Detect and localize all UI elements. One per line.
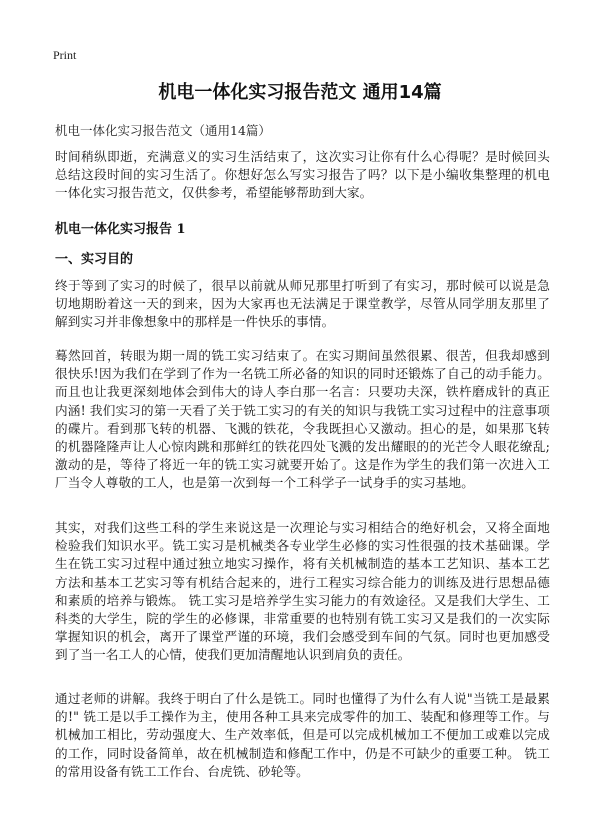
section-heading-purpose: 一、实习目的 (55, 252, 134, 267)
body-paragraph: 其实，对我们这些工科的学生来说这是一次理论与实习相结合的绝好机会，又将全面地检验我们知识水平。铣工实习是机械类各专业学生必修的实习性很强的技术基础课。学生在铣工实习过程中通过独立地实习操作，将有关机械制造的基本工艺知识、基本工艺方法和基本工艺实习等有机结合起来的，进行工程实习综合能力的训练及进行思想品德和素质的培养与锻炼。 铣工实习是培养学生实习能力的有效途径。又是我们大学生、工科类的大学生，院的学生的必修课，非常重要的也特别有铣工实习又是我们的一次实际掌握知识的机会，离开了课堂严谨的环境，我们会感受到车间的气氛。同时也更加感受到了当一名工人的心情，使我们更加清醒地认识到肩负的责任。 (55, 520, 550, 663)
report-heading: 机电一体化实习报告 1 (55, 222, 186, 237)
intro-paragraph: 时间稍纵即逝，充满意义的实习生活结束了，这次实习让你有什么心得呢？是时候回头总结这段时间的实习生活了。你想好怎么写实习报告了吗？以下是小编收集整理的机电一体化实习报告范文，仅供参考，希望能够帮助到大家。 (55, 149, 550, 201)
body-paragraph: 终于等到了实习的时候了，很早以前就从师兄那里打听到了有实习，那时候可以说是急切地期盼着这一天的到来，因为大家再也无法满足于课堂教学，尽管从同学朋友那里了解到实习并非像想象中的那样是一件快乐的事情。 (55, 278, 550, 330)
document-subtitle: 机电一体化实习报告范文（通用14篇） (55, 123, 271, 138)
print-label[interactable]: Print (53, 48, 77, 62)
document-title: 机电一体化实习报告范文 通用14篇 (158, 82, 442, 103)
body-paragraph: 通过老师的讲解。我终于明白了什么是铣工。同时也懂得了为什么有人说"当铣工是最累的!" 铣工是以手工操作为主，使用各种工具来完成零件的加工、装配和修理等工作。与机械加工相比，劳动强度大、生产效率低，但是可以完成机械加工不便加工或难以完成的工作，同时设备简单，故在机械制造和修配工作中，仍是不可缺少的重要工种。 铣工的常用设备有铣工工作台、台虎铣、砂轮等。 (55, 691, 550, 779)
body-paragraph: 蓦然回首，转眼为期一周的铣工实习结束了。在实习期间虽然很累、很苦，但我却感到很快乐!因为我们在学到了作为一名铣工所必备的知识的同时还锻炼了自己的动手能力。而且也让我更深刻地体会到伟大的诗人李白那一名言：只要功夫深，铁杵磨成针的真正内涵! 我们实习的第一天看了关于铣工实习的有关的知识与我铣工实习过程中的注意事项的碟片。看到那飞转的机器、飞溅的铁花，令我既担心又激动。担心的是，如果那飞转的机器隆隆声让人心惊肉跳和那鲜红的铁花四处飞溅的发出耀眼的的光芒令人眼花缭乱;激动的是，等待了将近一年的铣工实习就要开始了。这是作为学生的我们第一次进入工厂当令人尊敬的工人，也是第一次到每一个工科学子一试身手的实习基地。 (55, 348, 550, 491)
